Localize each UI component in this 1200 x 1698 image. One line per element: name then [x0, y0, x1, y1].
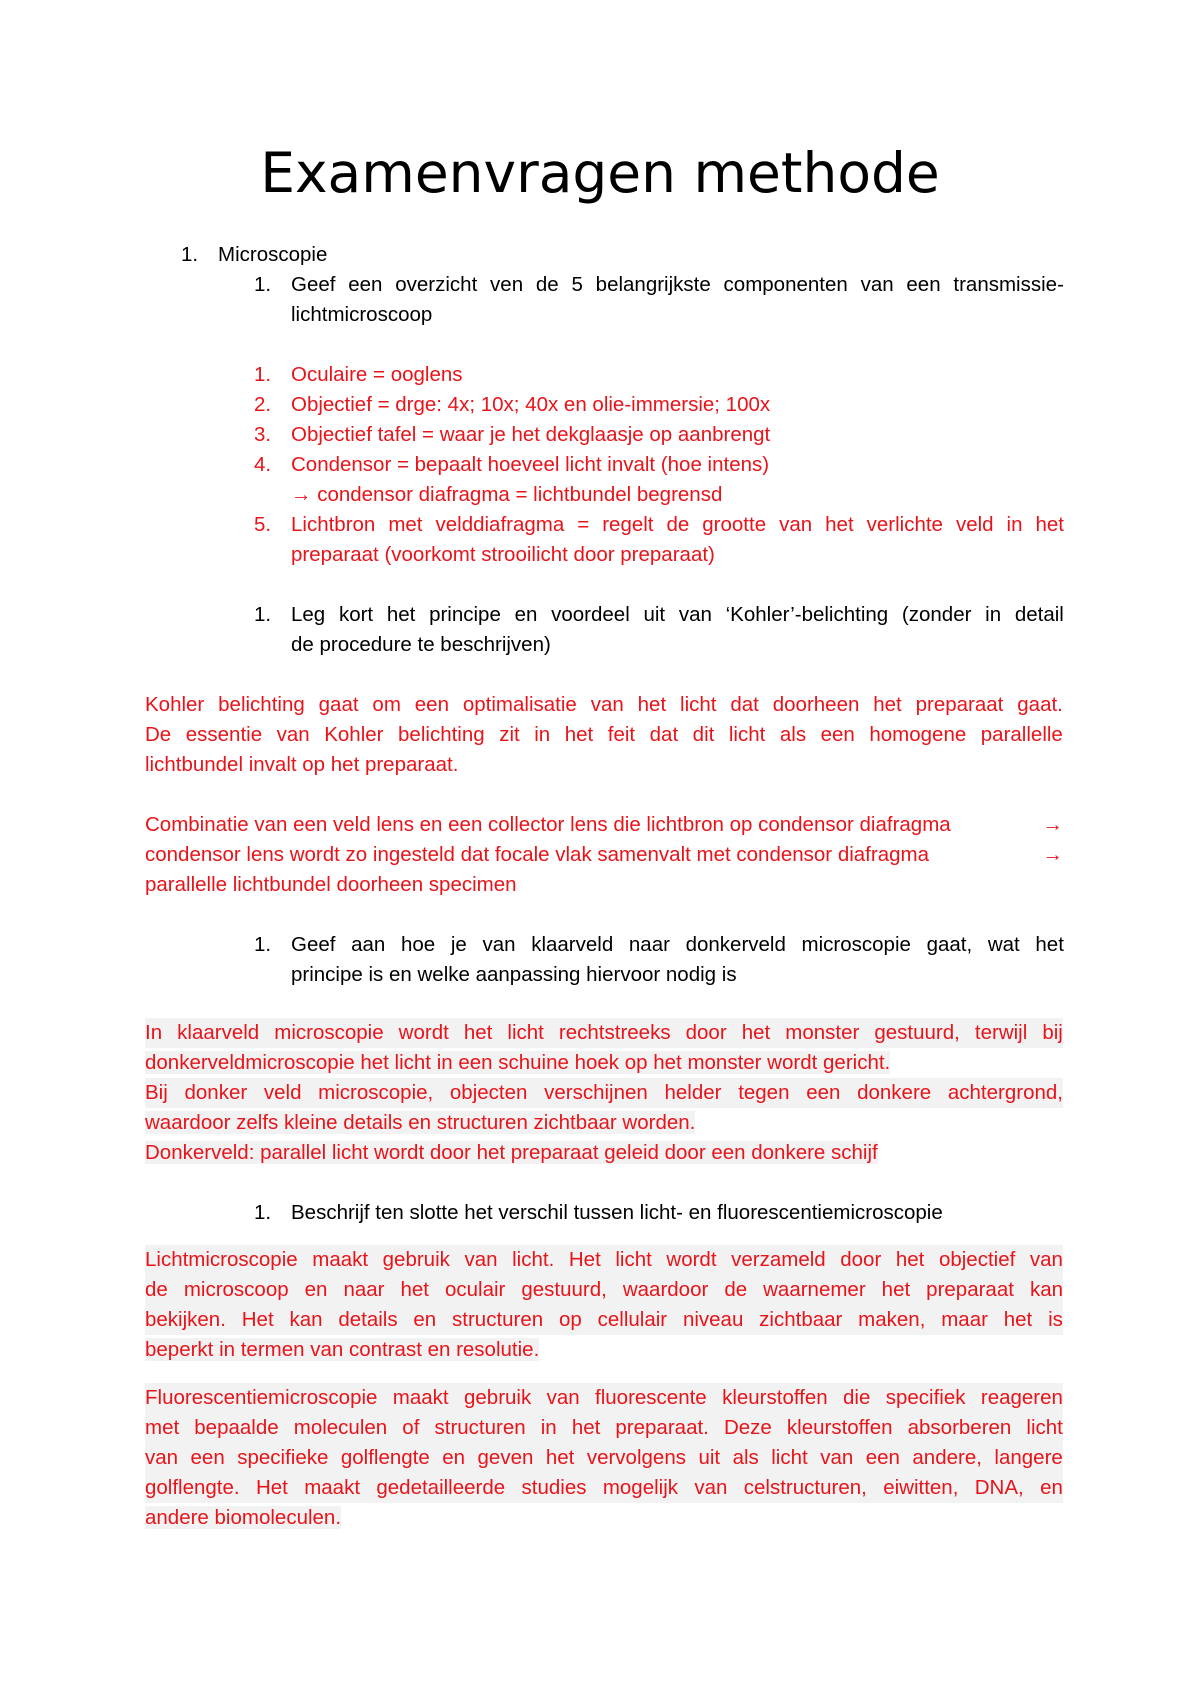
component-number: 5. [254, 513, 272, 536]
question-line: Leg kort het principe en voordeel uit van ‘Kohler’-belichting (zonder in detail [291, 603, 1064, 626]
component-text-continued: preparaat (voorkomt strooilicht door preparaat) [291, 542, 715, 566]
answer-line: donkerveldmicroscopie het licht in een schuine hoek op het monster wordt gericht. [145, 1051, 891, 1074]
component-number: 3. [254, 423, 272, 446]
answer-line: Kohler belichting gaat om een optimalisatie van het licht dat doorheen het preparaat gaat. [145, 693, 1063, 716]
question-line: Geef een overzicht ven de 5 belangrijkste componenten van een transmissie- [291, 273, 1064, 296]
component-number: 4. [254, 453, 272, 476]
answer-line: De essentie van Kohler belichting zit in het feit dat dit licht als een homogene parallelle [145, 723, 1063, 746]
answer-3 [145, 1018, 1063, 1168]
answer-4-paragraph-2 [145, 1383, 1063, 1533]
answer-4-paragraph-1 [145, 1245, 1063, 1365]
component-text: Condensor = bepaalt hoeveel licht invalt (hoe intens) [291, 453, 770, 476]
arrow-icon: → [1042, 843, 1063, 866]
answer-line: condensor lens wordt zo ingesteld dat focale vlak samenvalt met condensor diafragma → [145, 840, 1063, 870]
component-number: 1. [254, 363, 272, 386]
component-sub-item [291, 480, 722, 510]
question-number: 1. [254, 1201, 272, 1224]
question-line: lichtmicroscoop [291, 302, 433, 326]
answer-line: golflengte. Het maakt gedetailleerde studies mogelijk van celstructuren, eiwitten, DNA, en [145, 1473, 1063, 1503]
answer-line: met bepaalde moleculen of structuren in het preparaat. Deze kleurstoffen absorberen licht [145, 1413, 1063, 1443]
question-line: Geef aan hoe je van klaarveld naar donkerveld microscopie gaat, wat het [291, 933, 1064, 956]
component-text: Objectief tafel = waar je het dekglaasje op aanbrengt [291, 423, 771, 446]
question-number: 1. [254, 273, 272, 296]
section-label: Microscopie [218, 243, 328, 266]
question-number: 1. [254, 603, 272, 626]
answer-line: bekijken. Het kan details en structuren op cellulair niveau zichtbaar maken, maar het is [145, 1305, 1063, 1335]
question-line: de procedure te beschrijven) [291, 632, 551, 656]
answer-2-paragraph-2 [145, 810, 1063, 900]
answer-line: In klaarveld microscopie wordt het licht rechtstreeks door het monster gestuurd, terwijl bij [145, 1018, 1063, 1048]
component-number: 2. [254, 393, 272, 416]
answer-line: Donkerveld: parallel licht wordt door het preparaat geleid door een donkere schijf [145, 1141, 878, 1164]
question-number: 1. [254, 933, 272, 956]
component-text: Oculaire = ooglens [291, 363, 463, 386]
question-line: Beschrijf ten slotte het verschil tussen licht- en fluorescentiemicroscopie [291, 1201, 943, 1224]
answer-line: beperkt in termen van contrast en resolutie. [145, 1338, 540, 1361]
answer-line: andere biomoleculen. [145, 1506, 342, 1529]
page-title: Examenvragen methode [260, 141, 940, 205]
answer-line: waardoor zelfs kleine details en structuren zichtbaar worden. [145, 1111, 696, 1134]
answer-line: Bij donker veld microscopie, objecten verschijnen helder tegen een donkere achtergrond, [145, 1078, 1063, 1108]
answer-line: Lichtmicroscopie maakt gebruik van licht. Het licht wordt verzameld door het objectief van [145, 1245, 1063, 1275]
component-text: Lichtbron met velddiafragma = regelt de grootte van het verlichte veld in het [291, 513, 1064, 536]
component-sub-text: condensor diafragma = lichtbundel begrensd [317, 483, 723, 506]
answer-line: Fluorescentiemicroscopie maakt gebruik van fluorescente kleurstoffen die specifiek reageren [145, 1383, 1063, 1413]
answer-line: parallelle lichtbundel doorheen specimen [145, 873, 517, 896]
section-number: 1. [181, 243, 199, 266]
answer-2-paragraph-1 [145, 690, 1063, 780]
answer-line: van een specifieke golflengte en geven het vervolgens uit als licht van een andere, langere [145, 1443, 1063, 1473]
component-text: Objectief = drge: 4x; 10x; 40x en olie-immersie; 100x [291, 393, 771, 416]
arrow-icon: → [291, 483, 312, 506]
answer-line: lichtbundel invalt op het preparaat. [145, 753, 459, 776]
answer-line: Combinatie van een veld lens en een collector lens die lichtbron op condensor diafragma → [145, 810, 1063, 840]
question-line: principe is en welke aanpassing hiervoor nodig is [291, 962, 737, 986]
answer-line: de microscoop en naar het oculair gestuurd, waardoor de waarnemer het preparaat kan [145, 1275, 1063, 1305]
arrow-icon: → [1042, 813, 1063, 836]
